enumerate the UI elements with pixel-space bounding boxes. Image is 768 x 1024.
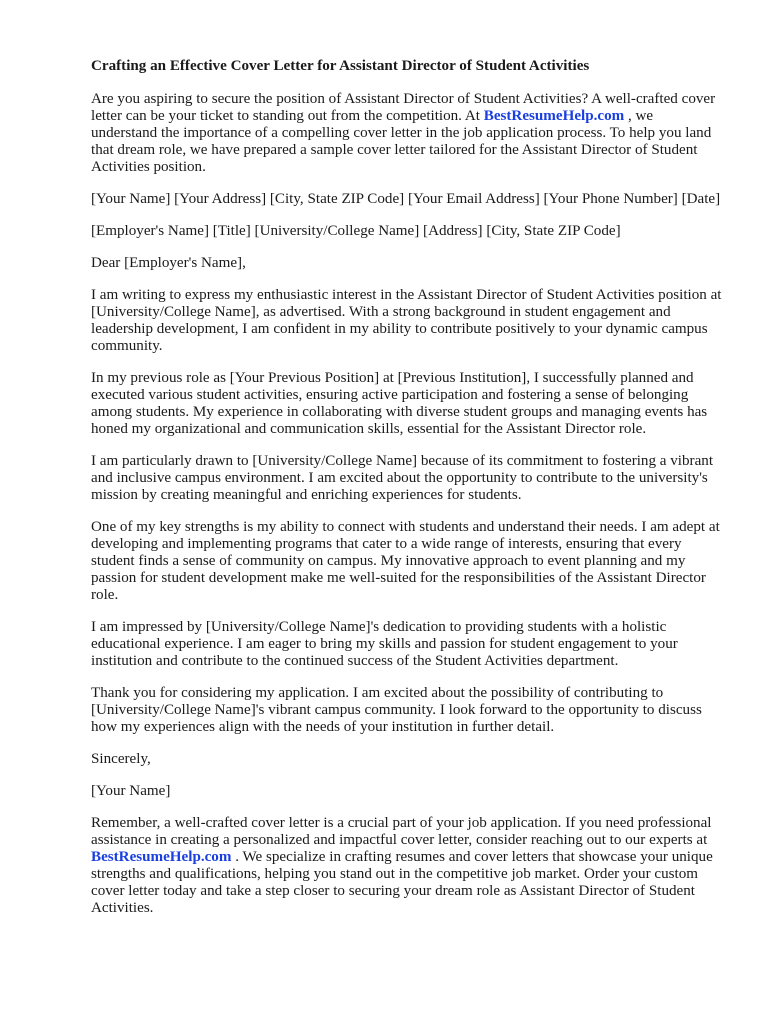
body-paragraph: I am particularly drawn to [University/College Name] because of its commitment to fostering a vibrant and inclusive campus environment. I am excited about the opportunity to contribute to the university's mission by creating meaningful and enriching experiences for students. xyxy=(91,453,714,503)
salutation: Dear [Employer's Name], xyxy=(91,255,246,271)
closing: Sincerely, xyxy=(91,751,151,767)
outro-site-link[interactable]: BestResumeHelp.com xyxy=(91,849,232,865)
outro-text-before-link: Remember, a well-crafted cover letter is a crucial part of your job application. If you need professional assistance in creating a personalized and impactful cover letter, consider reaching out to our experts at xyxy=(91,815,712,848)
document-title: Crafting an Effective Cover Letter for Assistant Director of Student Activities xyxy=(91,58,590,74)
body-paragraph: I am writing to express my enthusiastic interest in the Assistant Director of Student Activities position at [University/College Name], as advertised. With a strong background in student engagement and leadership development, I am confident in my ability to contribute positively to your dynamic campus community. xyxy=(91,287,722,354)
body-paragraph: Thank you for considering my application. I am excited about the possibility of contributing to [University/College Name]'s vibrant campus community. I look forward to the opportunity to discuss how my experiences align with the needs of your institution in further detail. xyxy=(91,685,702,735)
body-paragraph: In my previous role as [Your Previous Position] at [Previous Institution], I successfully planned and executed various student activities, ensuring active participation and fostering a sense of belonging among students. My experience in collaborating with diverse student groups and managing events has honed my organizational and communication skills, essential for the Assistant Director role. xyxy=(91,370,708,437)
outro-paragraph xyxy=(91,815,723,917)
employer-info: [Employer's Name] [Title] [University/College Name] [Address] [City, State ZIP Code] xyxy=(91,223,621,239)
intro-site-link[interactable]: BestResumeHelp.com xyxy=(483,108,625,124)
body-paragraph: I am impressed by [University/College Name]'s dedication to providing students with a holistic educational experience. I am eager to bring my skills and passion for student engagement to your institution and contribute to the continued success of the Student Activities department. xyxy=(91,619,678,669)
intro-text-after-link: , we understand the importance of a compelling cover letter in the job application process. To help you land that dream role, we have prepared a sample cover letter tailored for the Assistant Director of Student Activities position. xyxy=(91,108,712,175)
outro-text-after-link: . We specialize in crafting resumes and cover letters that showcase your unique strengths and qualifications, helping you stand out in the competitive job market. Order your custom cover letter today and take a step closer to securing your dream role as Assistant Director of Student Activities. xyxy=(91,849,713,916)
intro-text-before-link: Are you aspiring to secure the position of Assistant Director of Student Activities? A well-crafted cover letter can be your ticket to standing out from the competition. At xyxy=(91,91,716,124)
signature: [Your Name] xyxy=(91,783,171,799)
body-paragraph: One of my key strengths is my ability to connect with students and understand their needs. I am adept at developing and implementing programs that cater to a wide range of interests, ensuring that every student finds a sense of community on campus. My innovative approach to event planning and my passion for student development make me well-suited for the responsibilities of the Assistant Director role. xyxy=(91,519,720,603)
document-page xyxy=(91,58,723,932)
sender-info: [Your Name] [Your Address] [City, State ZIP Code] [Your Email Address] [Your Phone Number] [Date] xyxy=(91,191,721,207)
intro-paragraph xyxy=(91,91,723,176)
